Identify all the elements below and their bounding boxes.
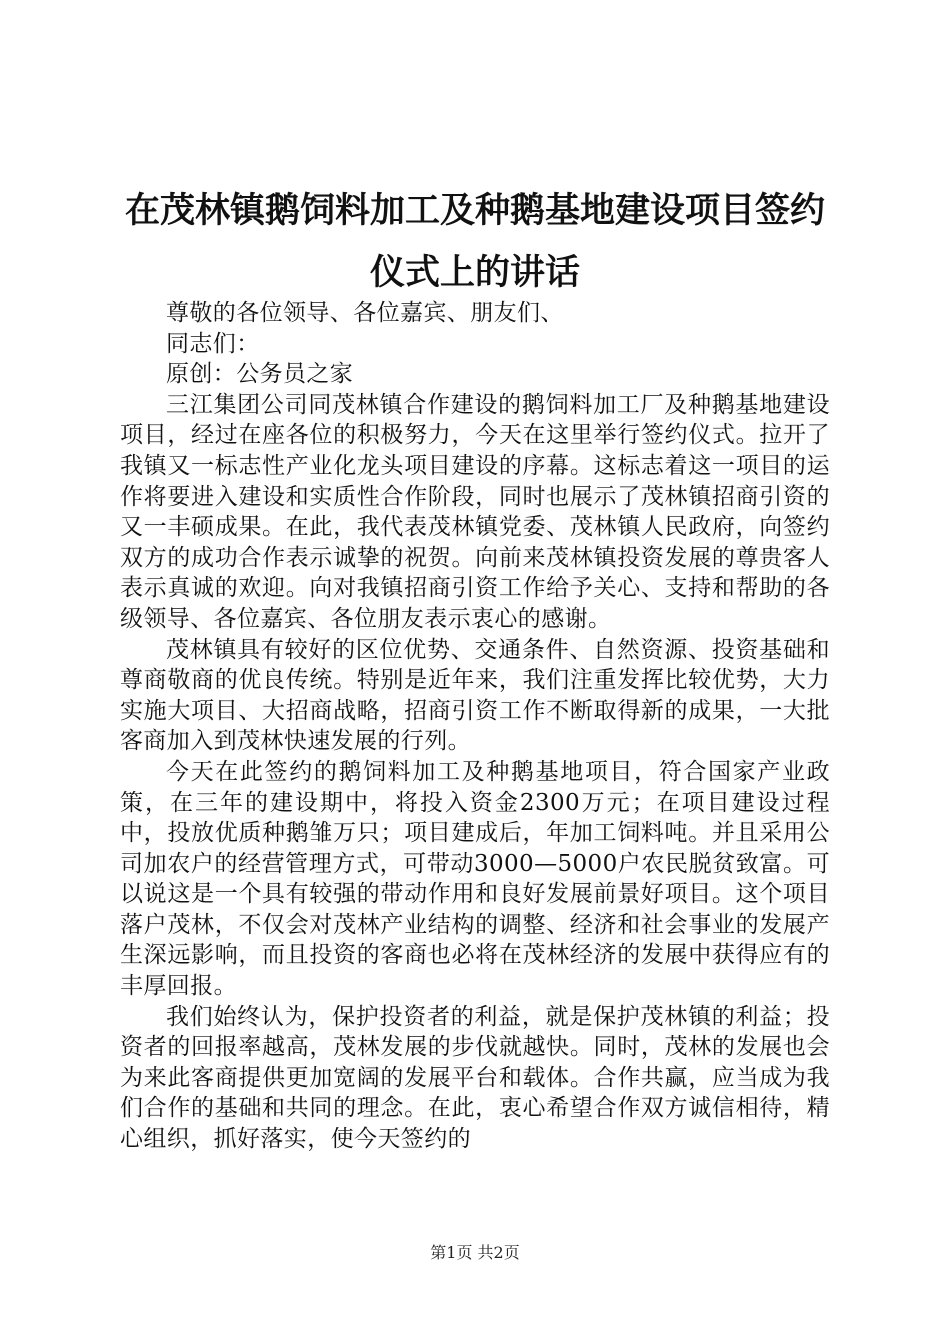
salutation-line-2: 同志们： [166,330,260,357]
page-footer: 第1页 共2页 [430,1243,520,1262]
paragraph: 今天在此签约的鹅饲料加工及种鹅基地项目，符合国家产业政策，在三年的建设期中，将投入资金2300万元；在项目建设过程中，投放优质种鹅雏万只；项目建成后，年加工饲料吨。并且采用公司加农户的经营管理方式，可带动3000—5000户农民脱贫致富。可以说这是一个具有较强的带动作用和良好发展前景好项目。这个项目落户茂林，不仅会对茂林产业结构的调整、经济和社会事业的发展产生深远影响，而且投资的客商也必将在茂林经济的发展中获得应有的丰厚回报。 [120,758,830,1000]
document-body [120,298,830,1155]
paragraph: 我们始终认为，保护投资者的利益，就是保护茂林镇的利益；投资者的回报率越高，茂林发展的步伐就越快。同时，茂林的发展也会为来此客商提供更加宽阔的发展平台和载体。合作共赢，应当成为我们合作的基础和共同的理念。在此，衷心希望合作双方诚信相待，精心组织，抓好落实，使今天签约的 [120,1003,830,1153]
document-title-line-2: 仪式上的讲话 [369,252,580,293]
paragraph: 茂林镇具有较好的区位优势、交通条件、自然资源、投资基础和尊商敬商的优良传统。特别是近年来，我们注重发挥比较优势，大力实施大项目、大招商战略，招商引资工作不断取得新的成果，一大批客商加入到茂林快速发展的行列。 [120,636,830,755]
paragraph: 三江集团公司同茂林镇合作建设的鹅饲料加工厂及种鹅基地建设项目，经过在座各位的积极努力，今天在这里举行签约仪式。拉开了我镇又一标志性产业化龙头项目建设的序幕。这标志着这一项目的运作将要进入建设和实质性合作阶段，同时也展示了茂林镇招商引资的又一丰硕成果。在此，我代表茂林镇党委、茂林镇人民政府，向签约双方的成功合作表示诚挚的祝贺。向前来茂林镇投资发展的尊贵客人表示真诚的欢迎。向对我镇招商引资工作给予关心、支持和帮助的各级领导、各位嘉宾、各位朋友表示衷心的感谢。 [120,391,830,632]
source-line: 原创：公务员之家 [166,361,354,388]
salutation-line-1: 尊敬的各位领导、各位嘉宾、朋友们、 [166,300,564,326]
document-title-line-1: 在茂林镇鹅饲料加工及种鹅基地建设项目签约 [124,190,825,231]
